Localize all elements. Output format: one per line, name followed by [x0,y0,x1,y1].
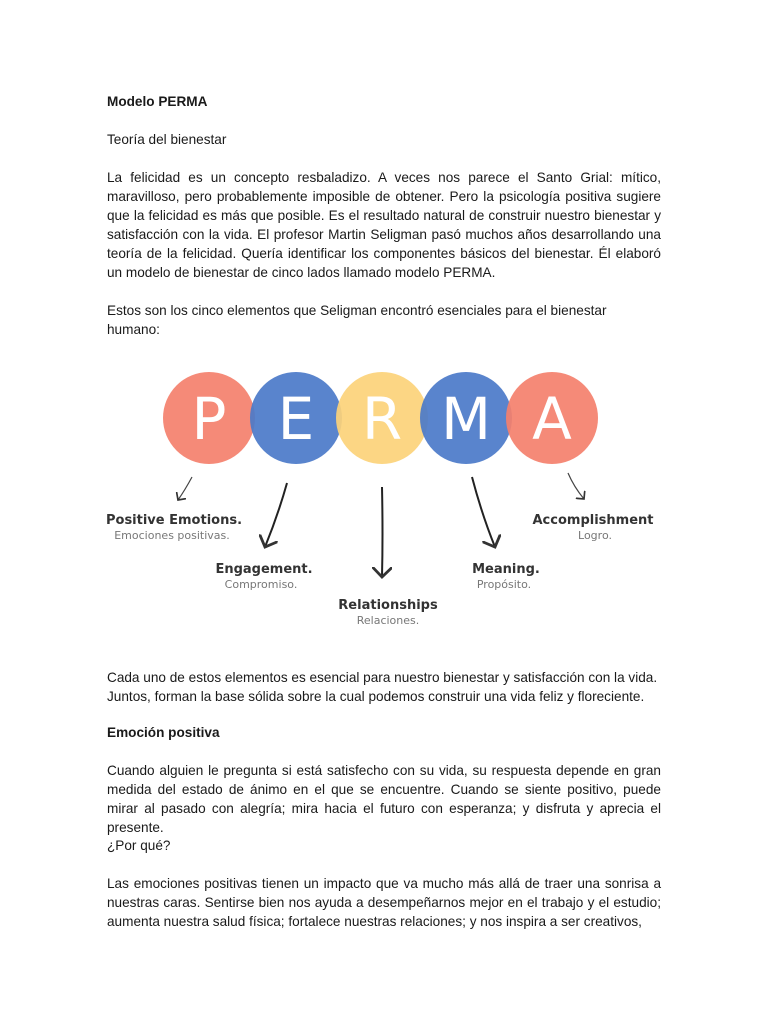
document-title: Modelo PERMA [107,94,208,109]
lead-paragraph: Estos son los cinco elementos que Seligman encontró esenciales para el bienestar humano: [107,303,607,337]
perma-diagram [100,355,670,645]
letter-r: R [361,385,403,453]
perma-figure [100,355,670,645]
arrow-meaning [472,477,495,547]
label-meaning: Meaning. [472,562,540,577]
arrow-positive-emotions [178,477,192,500]
intro-paragraph: La felicidad es un concepto resbaladizo. A veces nos parece el Santo Grial: mítico, maravilloso, pero probablemente imposible de obtener. Pero la psicología positiva sugiere que la felicidad es más que posible. Es el resultado natural de construir nuestro bienestar y satisfacción con la vida. El profesor Martin Seligman pasó muchos años desarrollando una teoría de la felicidad. Quería identificar los componentes básicos del bienestar. Él elaboró un modelo de bienestar de cinco lados llamado modelo PERMA. [107,170,661,280]
arrow-accomplishment [568,473,584,499]
sublabel-meaning: Propósito. [476,578,532,591]
sublabel-relationships: Relaciones. [356,614,420,627]
section-heading: Emoción positiva [107,725,220,740]
letter-e: E [277,385,315,453]
question-line: ¿Por qué? [107,838,171,853]
letter-a: A [532,385,572,453]
arrow-engagement [265,483,287,547]
label-accomplishment: Accomplishment [532,513,654,528]
document-subtitle: Teoría del bienestar [107,132,227,147]
letter-p: P [191,385,227,453]
section-paragraph-2: Las emociones positivas tienen un impacto que va mucho más allá de traer una sonrisa a nuestras caras. Sentirse bien nos ayuda a desempeñarnos mejor en el trabajo y el estudio; aumenta nuestra salud física; fortalece nuestras relaciones; y nos inspira a ser creativos, [107,876,661,929]
letter-m: M [440,385,492,453]
sublabel-engagement: Compromiso. [224,578,298,591]
sublabel-accomplishment: Logro. [578,529,612,542]
sublabel-positive-emotions: Emociones positivas. [114,529,230,542]
section-paragraph-1: Cuando alguien le pregunta si está satisfecho con su vida, su respuesta depende en gran medida del estado de ánimo en el que se encuentre. Cuando se siente positivo, puede mirar al pasado con alegría; mira hacia el futuro con esperanza; y disfruta y aprecia el presente. [107,763,661,835]
label-engagement: Engagement. [215,562,313,577]
label-relationships: Relationships [338,598,438,613]
after-figure-paragraph: Cada uno de estos elementos es esencial para nuestro bienestar y satisfacción con la vida. Juntos, forman la base sólida sobre la cual podemos construir una vida feliz y floreciente. [107,670,658,704]
label-positive-emotions: Positive Emotions. [105,513,243,528]
arrow-relationships [382,487,383,577]
